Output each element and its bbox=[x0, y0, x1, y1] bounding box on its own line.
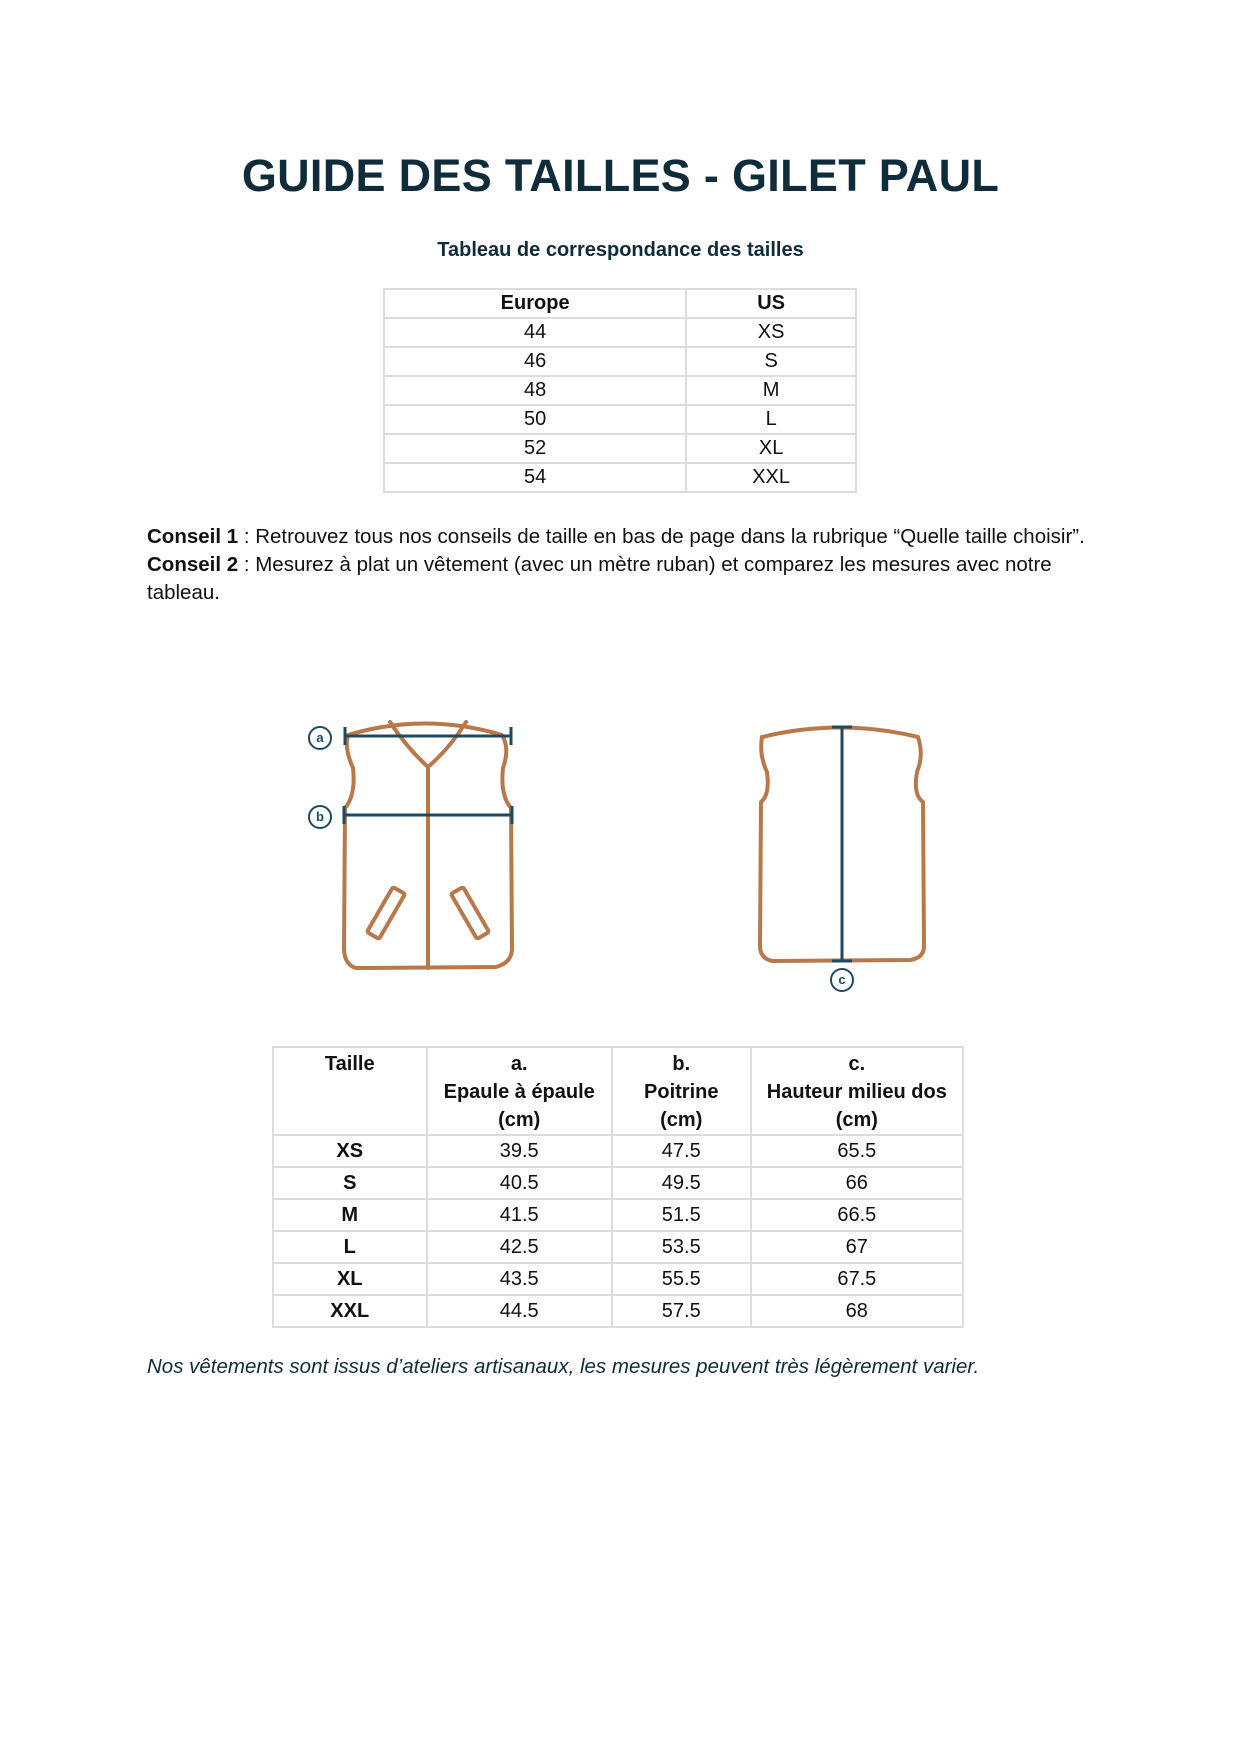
marker-c-icon bbox=[831, 969, 853, 991]
shoulder-cell: 41.5 bbox=[427, 1199, 612, 1231]
header-line: a. bbox=[510, 1053, 528, 1075]
europe-size: 46 bbox=[384, 347, 686, 376]
us-size: XXL bbox=[686, 463, 856, 492]
vest-neckline bbox=[390, 722, 466, 767]
header-line: Epaule à épaule bbox=[443, 1081, 595, 1103]
europe-size: 48 bbox=[384, 376, 686, 405]
header-line: (cm) bbox=[835, 1109, 878, 1131]
shoulder-cell: 40.5 bbox=[427, 1167, 612, 1199]
header-line: b. bbox=[672, 1053, 691, 1075]
measurements-table bbox=[272, 1046, 964, 1328]
shoulder-cell: 44.5 bbox=[427, 1295, 612, 1327]
header-line: Taille bbox=[324, 1053, 375, 1075]
back-length-cell: 67.5 bbox=[751, 1263, 963, 1295]
back-length-cell: 66.5 bbox=[751, 1199, 963, 1231]
vest-front-illustration bbox=[344, 722, 512, 968]
marker-a-icon bbox=[309, 727, 331, 749]
us-size: S bbox=[686, 347, 856, 376]
header-line: Poitrine bbox=[644, 1081, 719, 1103]
us-size: XL bbox=[686, 434, 856, 463]
chest-cell: 53.5 bbox=[612, 1231, 751, 1263]
column-header-europe: Europe bbox=[384, 289, 686, 318]
europe-size: 50 bbox=[384, 405, 686, 434]
table-header-row bbox=[273, 1047, 963, 1135]
column-header-chest bbox=[612, 1047, 751, 1135]
table-row bbox=[273, 1167, 963, 1199]
shoulder-cell: 42.5 bbox=[427, 1231, 612, 1263]
table-row bbox=[273, 1295, 963, 1327]
size-cell: XS bbox=[273, 1135, 427, 1167]
shoulder-cell: 43.5 bbox=[427, 1263, 612, 1295]
europe-size: 52 bbox=[384, 434, 686, 463]
europe-size: 44 bbox=[384, 318, 686, 347]
header-line: (cm) bbox=[498, 1109, 541, 1131]
size-cell: L bbox=[273, 1231, 427, 1263]
column-header-shoulder bbox=[427, 1047, 612, 1135]
marker-a-label: a bbox=[316, 730, 324, 745]
us-size: XS bbox=[686, 318, 856, 347]
tip-1-text: : Retrouvez tous nos conseils de taille en bas de page dans la rubrique “Quelle taille choisir”. bbox=[238, 525, 1085, 548]
chest-cell: 47.5 bbox=[612, 1135, 751, 1167]
page-title: GUIDE DES TAILLES - GILET PAUL bbox=[241, 150, 1000, 201]
tip-2-text: : Mesurez à plat un vêtement (avec un mètre ruban) et comparez les mesures avec notre tableau. bbox=[147, 553, 1052, 604]
back-length-cell: 67 bbox=[751, 1231, 963, 1263]
chest-cell: 49.5 bbox=[612, 1167, 751, 1199]
header-line: Hauteur milieu dos bbox=[766, 1081, 947, 1103]
header-line: c. bbox=[848, 1053, 866, 1075]
us-size: L bbox=[686, 405, 856, 434]
header-line: (cm) bbox=[660, 1109, 703, 1131]
us-size: M bbox=[686, 376, 856, 405]
table-row bbox=[273, 1263, 963, 1295]
back-length-cell: 66 bbox=[751, 1167, 963, 1199]
left-pocket-icon bbox=[367, 887, 405, 939]
size-cell: XXL bbox=[273, 1295, 427, 1327]
chest-cell: 51.5 bbox=[612, 1199, 751, 1231]
europe-size: 54 bbox=[384, 463, 686, 492]
table-row bbox=[273, 1135, 963, 1167]
size-cell: M bbox=[273, 1199, 427, 1231]
tip-1-label: Conseil 1 bbox=[147, 525, 239, 548]
right-pocket-icon bbox=[451, 887, 489, 939]
back-length-cell: 65.5 bbox=[751, 1135, 963, 1167]
artisan-note: Nos vêtements sont issus d’ateliers artisanaux, les mesures peuvent très légèrement varier. bbox=[147, 1355, 980, 1378]
vest-back-measures bbox=[832, 727, 852, 961]
chest-cell: 57.5 bbox=[612, 1295, 751, 1327]
size-cell: XL bbox=[273, 1263, 427, 1295]
size-cell: S bbox=[273, 1167, 427, 1199]
conversion-table-title: Tableau de correspondance des tailles bbox=[437, 239, 804, 261]
shoulder-cell: 39.5 bbox=[427, 1135, 612, 1167]
table-row bbox=[273, 1231, 963, 1263]
chest-cell: 55.5 bbox=[612, 1263, 751, 1295]
tip-2-label: Conseil 2 bbox=[147, 553, 239, 576]
column-header-size bbox=[273, 1047, 427, 1135]
column-header-back-length bbox=[751, 1047, 963, 1135]
table-row bbox=[273, 1199, 963, 1231]
marker-c-label: c bbox=[838, 972, 846, 987]
marker-b-label: b bbox=[316, 809, 324, 824]
back-length-cell: 68 bbox=[751, 1295, 963, 1327]
column-header-us: US bbox=[686, 289, 856, 318]
marker-b-icon bbox=[309, 806, 331, 828]
